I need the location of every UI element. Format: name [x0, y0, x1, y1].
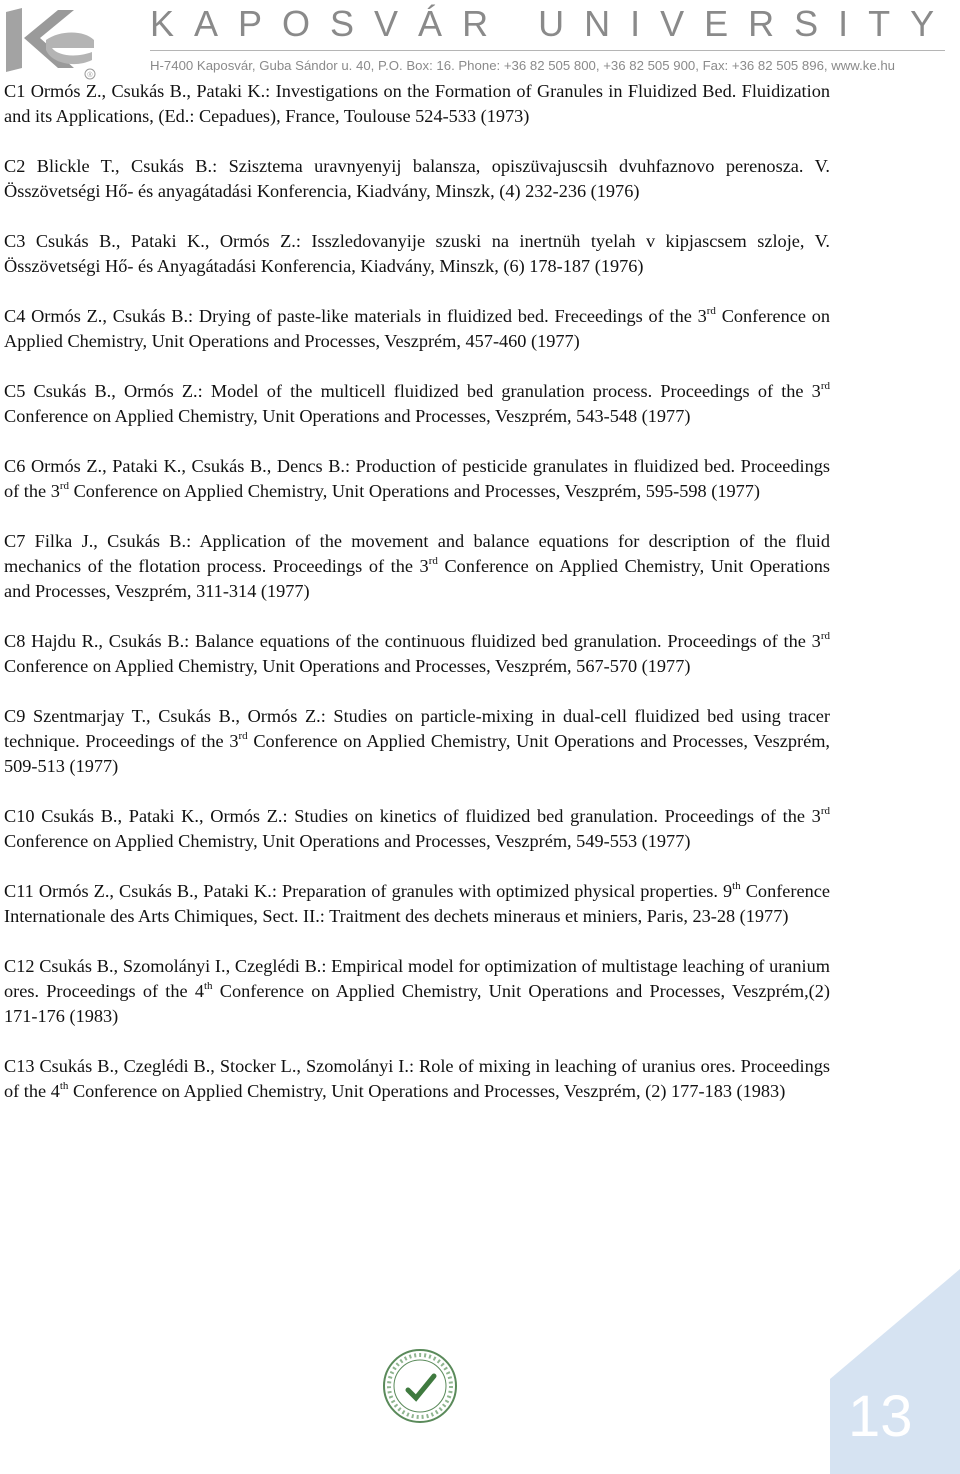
- reference-id: C1: [4, 81, 26, 101]
- registered-mark: ®: [87, 72, 93, 79]
- ordinal-suffix: rd: [820, 630, 830, 642]
- ordinal-suffix: rd: [820, 805, 830, 817]
- reference-details-cont: Conference on Applied Chemistry, Unit Operations and Processes, Veszprém, 311-314 (1977): [4, 556, 830, 601]
- reference-authors: Csukás B., Czeglédi B., Stocker L., Szomolányi I.: [39, 1056, 409, 1076]
- ordinal-suffix: rd: [238, 730, 248, 742]
- reference-id: C10: [4, 806, 35, 826]
- reference-details: : Studies on kinetics of fluidized bed granulation. Proceedings of the 3: [282, 806, 821, 826]
- reference-id: C13: [4, 1056, 35, 1076]
- reference-id: C9: [4, 706, 26, 726]
- reference-details-cont: Conference on Applied Chemistry, Unit Operations and Processes, Veszprém, 595-598 (1977): [69, 481, 761, 501]
- reference-authors: Csukás B., Pataki K., Ormós Z.: [41, 806, 283, 826]
- reference-item: [4, 454, 830, 504]
- reference-id: C7: [4, 531, 26, 551]
- ordinal-suffix: th: [59, 1080, 69, 1092]
- university-logo-icon: [2, 4, 97, 80]
- reference-authors: Filka J., Csukás B.: [34, 531, 187, 551]
- reference-item: [4, 229, 830, 279]
- reference-details-cont: Conference Internationale des Arts Chimiques, Sect. II.: Traitment des dechets mineraus et miniers, Paris, 23-28 (1977): [4, 881, 830, 926]
- reference-details: : Drying of paste-like materials in fluidized bed. Freceedings of the 3: [188, 306, 707, 326]
- reference-item: [4, 704, 830, 779]
- ordinal-suffix: rd: [428, 555, 438, 567]
- reference-item: [4, 879, 830, 929]
- reference-details: : Preparation of granules with optimized physical properties. 9: [271, 881, 733, 901]
- reference-item: [4, 529, 830, 604]
- reference-item: [4, 379, 830, 429]
- reference-id: C6: [4, 456, 26, 476]
- reference-id: C12: [4, 956, 35, 976]
- reference-authors: Ormós Z., Csukás B.: [31, 306, 189, 326]
- reference-authors: Ormós Z., Csukás B., Pataki K.: [38, 881, 272, 901]
- reference-details-cont: Conference on Applied Chemistry, Unit Operations and Processes, Veszprém, 457-460 (1977): [4, 306, 830, 351]
- reference-id: C8: [4, 631, 26, 651]
- university-name: KAPOSVÁR UNIVERSITY: [150, 3, 955, 44]
- reference-details-cont: Conference on Applied Chemistry, Unit Operations and Processes, Veszprém, 509-513 (1977): [4, 731, 830, 776]
- reference-details-cont: Conference on Applied Chemistry, Unit Operations and Processes, Veszprém,(2) 171-176 (1983): [4, 981, 830, 1026]
- reference-details: : Szisztema uravnyenyij balansza, opiszüvajuscsih dvuhfaznovo perenosza. V. Összövetségi Hő- és anyagátadási Konferencia, Kiadvány, Minszk, (4) 232-236 (1976): [4, 156, 830, 201]
- contact-line: H-7400 Kaposvár, Guba Sándor u. 40, P.O. Box: 16. Phone: +36 82 505 800, +36 82 505 900, Fax: +36 82 505 896, www.ke.hu: [150, 58, 896, 73]
- reference-authors: Szentmarjay T., Csukás B., Ormós Z.: [32, 706, 321, 726]
- reference-details: : Balance equations of the continuous fluidized bed granulation. Proceedings of the 3: [184, 631, 821, 651]
- reference-details: : Empirical model for optimization of multistage leaching of uranium ores. Proceedings of the 4: [4, 956, 830, 1001]
- reference-id: C3: [4, 231, 26, 251]
- reference-authors: Csukás B., Szomolányi I., Czeglédi B.: [39, 956, 322, 976]
- reference-authors: Csukás B., Ormós Z.: [33, 381, 198, 401]
- reference-details: : Studies on particle-mixing in dual-cell fluidized bed using tracer technique. Proceedings of the 3: [4, 706, 830, 751]
- reference-item: [4, 79, 830, 129]
- ordinal-suffix: rd: [820, 380, 830, 392]
- reference-details-cont: Conference on Applied Chemistry, Unit Operations and Processes, Veszprém, 567-570 (1977): [4, 656, 691, 676]
- reference-details: : Investigations on the Formation of Granules in Fluidized Bed. Fluidization and its Applications, (Ed.: Cepadues), France, Toulouse 524-533 (1973): [4, 81, 831, 126]
- reference-item: [4, 304, 830, 354]
- reference-authors: Csukás B., Pataki K., Ormós Z.: [35, 231, 296, 251]
- reference-item: [4, 954, 830, 1029]
- reference-id: C11: [4, 881, 34, 901]
- reference-authors: Hajdu R., Csukás B.: [31, 631, 185, 651]
- certification-seal-icon: [380, 1346, 460, 1426]
- reference-details-cont: Conference on Applied Chemistry, Unit Operations and Processes, Veszprém, 549-553 (1977): [4, 831, 691, 851]
- reference-list: [4, 79, 830, 1129]
- reference-details: : Model of the multicell fluidized bed granulation process. Proceedings of the 3: [197, 381, 821, 401]
- reference-id: C4: [4, 306, 26, 326]
- reference-authors: Ormós Z., Csukás B., Pataki K.: [30, 81, 266, 101]
- reference-details: : Production of pesticide granulates in fluidized bed. Proceedings of the 3: [4, 456, 831, 501]
- reference-id: C5: [4, 381, 26, 401]
- reference-authors: Ormós Z., Pataki K., Csukás B., Dencs B.: [30, 456, 345, 476]
- reference-authors: Blickle T., Csukás B.: [36, 156, 213, 176]
- ordinal-suffix: rd: [706, 305, 716, 317]
- ordinal-suffix: th: [732, 880, 741, 892]
- reference-id: C2: [4, 156, 26, 176]
- reference-item: [4, 1054, 830, 1104]
- reference-details-cont: Conference on Applied Chemistry, Unit Operations and Processes, Veszprém, (2) 177-183 (1983): [68, 1081, 786, 1101]
- reference-details: : Role of mixing in leaching of uranius ores. Proceedings of the 4: [4, 1056, 830, 1101]
- reference-item: [4, 154, 830, 204]
- header-divider: [150, 50, 945, 51]
- ordinal-suffix: th: [204, 980, 213, 992]
- reference-item: [4, 804, 830, 854]
- reference-item: [4, 629, 830, 679]
- reference-details-cont: Conference on Applied Chemistry, Unit Operations and Processes, Veszprém, 543-548 (1977): [4, 406, 691, 426]
- reference-details: : Isszledovanyije szuski na inertnüh tyelah v kipjascsem szloje, V. Összövetségi Hő- és Anyagátadási Konferencia, Kiadvány, Minszk, (6) 178-187 (1976): [4, 231, 831, 276]
- reference-details: : Application of the movement and balance equations for description of the fluid mechanics of the flotation process. Proceedings of the 3: [4, 531, 830, 576]
- page-number: 13: [848, 1384, 913, 1449]
- page-header: [0, 0, 960, 80]
- ordinal-suffix: rd: [59, 480, 70, 492]
